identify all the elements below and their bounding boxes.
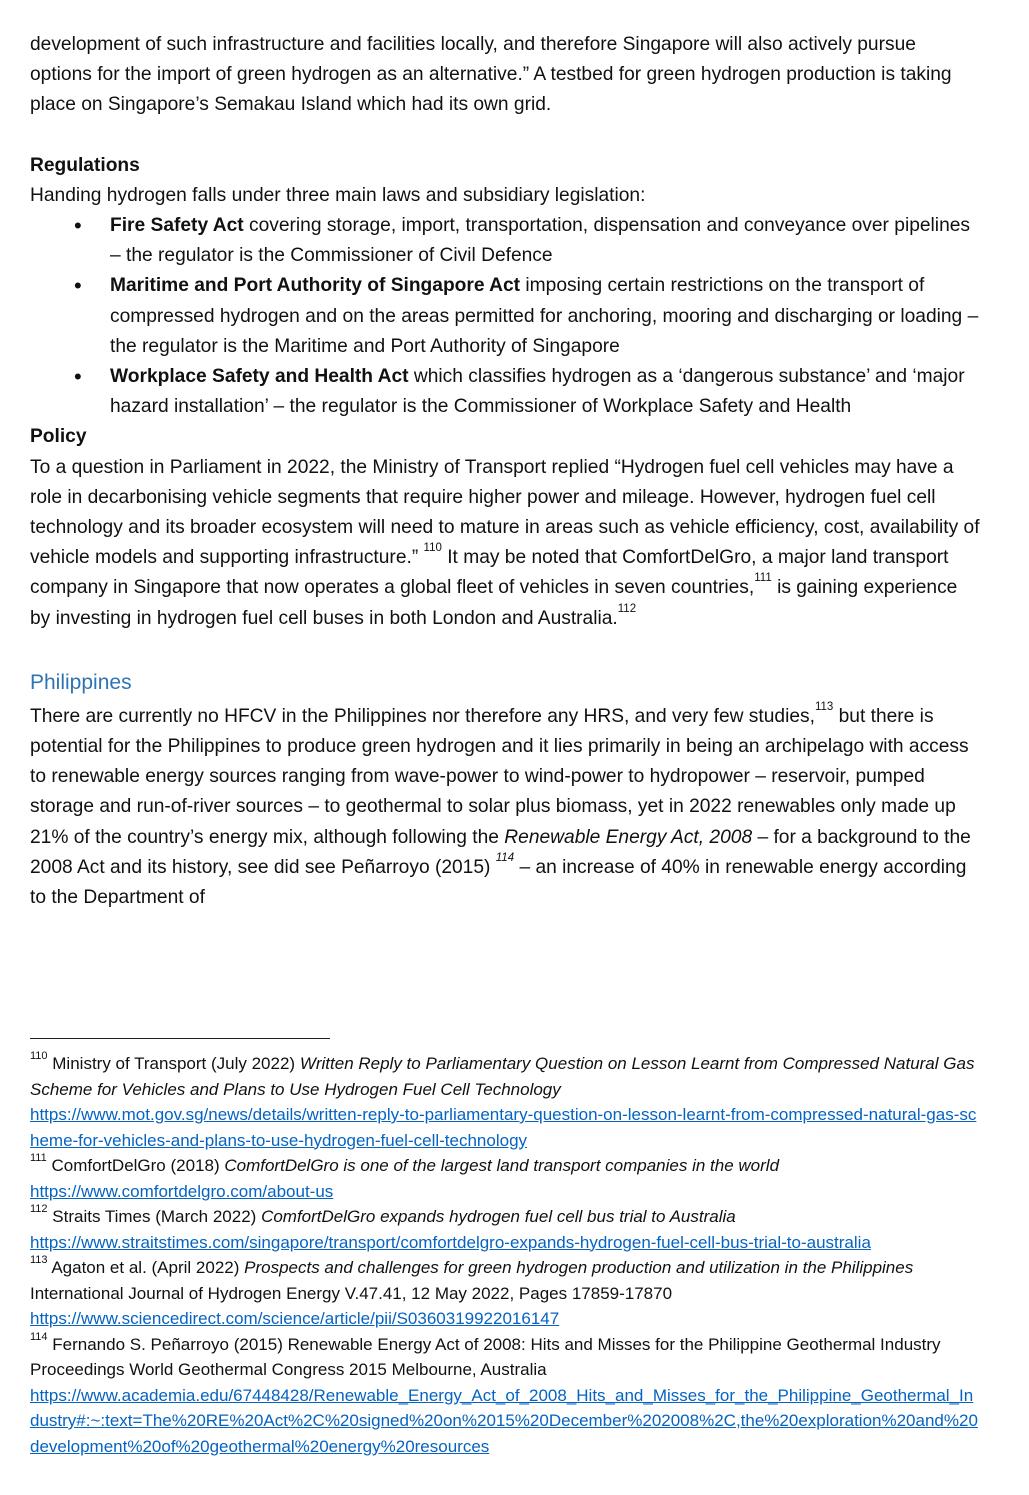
footnote-title: Written Reply to Parliamentary Question on Lesson Learnt from Compressed Natural Gas Scheme for Vehicles and Plans to Use Hydrogen Fuel Cell Technology (30, 1054, 975, 1099)
footnote-source: Straits Times (March 2022) (47, 1207, 262, 1226)
footnote-title: Prospects and challenges for green hydrogen production and utilization in the Philippines (244, 1258, 914, 1277)
list-item (110, 362, 980, 422)
regulations-heading: Regulations (30, 154, 140, 176)
law-description: covering storage, import, transportation, dispensation and conveyance over pipelines – the regulator is the Commissioner of Civil Defence (110, 215, 971, 267)
law-name: Workplace Safety and Health Act (110, 366, 409, 388)
philippines-paragraph (30, 702, 980, 913)
footnote-ref[interactable]: 114 (495, 851, 515, 864)
footnote-separator (30, 1038, 330, 1039)
policy-text: is gaining experience by investing in hydrogen fuel cell buses in both London and Australia. (30, 577, 958, 629)
footnote-ref[interactable]: 110 (423, 542, 442, 555)
footnote-ref[interactable]: 111 (754, 572, 772, 585)
law-name: Maritime and Port Authority of Singapore Act (110, 275, 521, 297)
footnote-suffix: International Journal of Hydrogen Energy V.47.41, 12 May 2022, Pages 17859-17870 (30, 1283, 673, 1303)
intro-paragraph: development of such infrastructure and facilities locally, and therefore Singapore will also actively pursue options for the import of green hydrogen as an alternative.” A testbed for green hydrogen production is taking place on Singapore’s Semakau Island which had its own grid. (30, 34, 952, 116)
philippines-text: – for a background to the 2008 Act and its history, see did see Peñarroyo (2015) (30, 826, 971, 878)
list-item (110, 211, 980, 271)
policy-text: To a question in Parliament in 2022, the Ministry of Transport replied “Hydrogen fuel cell vehicles may have a role in decarbonising vehicle segments that require higher power and mileage. However, hydrogen fuel cell technology and its broader ecosystem will need to mature in areas such as vehicle efficiency, cost, availability of vehicle models and supporting infrastructure.” (30, 456, 980, 569)
footnote-110 (30, 1051, 980, 1153)
policy-paragraph (30, 453, 980, 634)
footnote-title: ComfortDelGro expands hydrogen fuel cell bus trial to Australia (261, 1207, 736, 1226)
footnote-number: 110 (30, 1050, 48, 1062)
footnote-ref[interactable]: 112 (617, 602, 637, 615)
footnote-113 (30, 1255, 980, 1332)
list-item (110, 271, 980, 362)
law-description: which classifies hydrogen as a ‘dangerous substance’ and ‘major hazard installation’ – the regulator is the Commissioner of Workplace Safety and Health (110, 366, 965, 418)
regulations-list (30, 211, 980, 422)
footnote-link[interactable]: https://www.sciencedirect.com/science/article/pii/S0360319922016147 (30, 1309, 560, 1328)
law-name: Fire Safety Act (110, 215, 244, 237)
policy-heading: Policy (30, 426, 87, 448)
footnote-link[interactable]: https://www.academia.edu/67448428/Renewable_Energy_Act_of_2008_Hits_and_Misses_for_the_Philippine_Geothermal_Industry#:~:text=The%20RE%20Act%2C%20signed%20on%2015%20December%202008%2C,the%20exploration%20and%20development%20of%20geothermal%20energy%20resources (30, 1385, 978, 1456)
footnote-ref[interactable]: 113 (814, 700, 834, 713)
policy-text: It may be noted that ComfortDelGro, a major land transport company in Singapore that now operates a global fleet of vehicles in seven countries, (30, 547, 949, 599)
footnote-112 (30, 1204, 980, 1255)
footnote-source: ComfortDelGro (2018) (46, 1156, 225, 1175)
footnote-number: 113 (30, 1254, 48, 1266)
footnote-link[interactable]: https://www.mot.gov.sg/news/details/written-reply-to-parliamentary-question-on-lesson-learnt-from-compressed-natural-gas-scheme-for-vehicles-and-plans-to-use-hydrogen-fuel-cell-technology (30, 1105, 977, 1150)
footnote-114 (30, 1332, 980, 1460)
footnote-link[interactable]: https://www.straitstimes.com/singapore/transport/comfortdelgro-expands-hydrogen-fuel-cell-bus-trial-to-australia (30, 1232, 871, 1252)
regulations-intro: Handing hydrogen falls under three main laws and subsidiary legislation: (30, 184, 646, 206)
philippines-text: There are currently no HFCV in the Philippines nor therefore any HRS, and very few studies, (30, 705, 815, 727)
footnote-source: Ministry of Transport (July 2022) (47, 1054, 300, 1073)
page-body (30, 30, 980, 913)
philippines-heading: Philippines (30, 670, 132, 694)
footnote-title: ComfortDelGro is one of the largest land transport companies in the world (224, 1156, 780, 1175)
act-title: Renewable Energy Act, 2008 (504, 826, 753, 848)
philippines-text: – an increase of 40% in renewable energy according to the Department of (30, 856, 967, 909)
footnotes (30, 1051, 980, 1459)
footnote-source: Agaton et al. (April 2022) (47, 1258, 245, 1277)
footnote-number: 112 (30, 1203, 48, 1215)
footnote-number: 111 (30, 1152, 47, 1164)
footnote-111 (30, 1153, 980, 1204)
footnote-number: 114 (30, 1330, 48, 1343)
footnote-source: Fernando S. Peñarroyo (2015) Renewable Energy Act of 2008: Hits and Misses for the Philippine Geothermal Industry Proceedings World Geothermal Congress 2015 Melbourne, Australia (30, 1334, 941, 1379)
footnote-link[interactable]: https://www.comfortdelgro.com/about-us (30, 1181, 334, 1201)
philippines-text: but there is potential for the Philippines to produce green hydrogen and it lies primarily in being an archipelago with access to renewable energy sources ranging from wave-power to wind-power to hydropower – reservoir, pumped storage and run-of-river sources – to geothermal to solar plus biomass, yet in 2022 renewables only made up 21% of the country’s energy mix, although following the (30, 705, 969, 848)
law-description: imposing certain restrictions on the transport of compressed hydrogen and on the areas permitted for anchoring, mooring and discharging or loading – the regulator is the Maritime and Port Authority of Singapore (110, 275, 979, 357)
